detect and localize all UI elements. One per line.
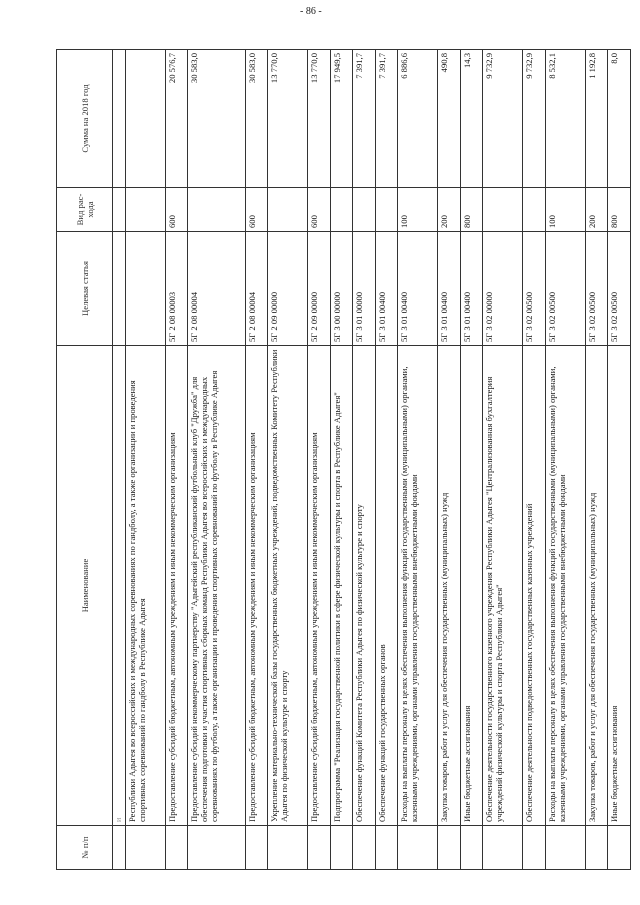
cell-kind: 100 <box>545 188 585 232</box>
cell-code: 5Г 3 02 00500 <box>545 232 585 346</box>
header-sum: Сумма на 2018 год <box>57 50 113 188</box>
rotated-table-wrapper <box>56 50 631 870</box>
cell-name: Предоставление субсидий бюджетным, автономным учреждениям и иным некоммерческим организациям <box>245 346 268 826</box>
table-row <box>545 50 585 870</box>
cell-code: 5Г 3 02 00500 <box>585 232 608 346</box>
table-row <box>330 50 353 870</box>
cell-code: 5Г 3 02 00500 <box>523 232 546 346</box>
cell-sum <box>126 50 166 188</box>
cell-code: 5Г 2 08 00004 <box>245 232 268 346</box>
mark-cell-sum <box>113 50 126 188</box>
mark-cell-name: и <box>113 346 126 826</box>
cell-kind: 200 <box>438 188 461 232</box>
cell-sum: 9 732,9 <box>483 50 523 188</box>
cell-code: 5Г 3 02 00000 <box>483 232 523 346</box>
cell-kind: 800 <box>608 188 631 232</box>
cell-code: 5Г 2 09 00000 <box>308 232 331 346</box>
table-row <box>126 50 166 870</box>
cell-name: Предоставление субсидий бюджетным, автономным учреждениям и иным некоммерческим организациям <box>165 346 188 826</box>
cell-no <box>353 826 376 870</box>
cell-code <box>126 232 166 346</box>
cell-sum: 17 949,5 <box>330 50 353 188</box>
cell-kind <box>353 188 376 232</box>
cell-sum: 8 532,1 <box>545 50 585 188</box>
cell-sum: 8,0 <box>608 50 631 188</box>
cell-code: 5Г 3 00 00000 <box>330 232 353 346</box>
cell-name: Обеспечение деятельности подведомственных государственных казенных учреждений <box>523 346 546 826</box>
cell-sum: 490,8 <box>438 50 461 188</box>
table-row <box>165 50 188 870</box>
cell-kind <box>483 188 523 232</box>
table-row <box>268 50 308 870</box>
mark-cell-code <box>113 232 126 346</box>
cell-code: 5Г 2 09 00000 <box>268 232 308 346</box>
cell-code: 5Г 3 01 00400 <box>398 232 438 346</box>
cell-name: Иные бюджетные ассигнования <box>460 346 483 826</box>
table-header-row <box>57 50 113 870</box>
cell-code: 5Г 2 08 00004 <box>188 232 245 346</box>
cell-no <box>438 826 461 870</box>
cell-no <box>460 826 483 870</box>
mark-cell-kind <box>113 188 126 232</box>
cell-kind: 200 <box>585 188 608 232</box>
cell-sum: 20 576,7 <box>165 50 188 188</box>
table-row <box>353 50 376 870</box>
cell-no <box>188 826 245 870</box>
cell-sum: 30 583,0 <box>245 50 268 188</box>
cell-name: Закупка товаров, работ и услуг для обеспечения государственных (муниципальных) нужд <box>438 346 461 826</box>
cell-sum: 7 391,7 <box>375 50 398 188</box>
cell-name: Предоставление субсидий некоммерческому партнерству "Адыгейский республиканский футбольный клуб "Дружба" для обеспечения подготовки и участия спортивных сборных команд Республики Адыгея во всероссийских и международных соревнованиях по футболу, а также организации и проведения спортивных соревнований по футболу в Республике Адыгея <box>188 346 245 826</box>
cell-code: 5Г 3 01 00400 <box>460 232 483 346</box>
cell-kind: 600 <box>245 188 268 232</box>
cell-name: Обеспечение деятельности государственного казенного учреждения Республики Адыгея "Централизованная бухгалтерия учреждений физической культуры и спорта Республики Адыгея" <box>483 346 523 826</box>
cell-sum: 14,3 <box>460 50 483 188</box>
table-row <box>585 50 608 870</box>
table-row <box>438 50 461 870</box>
cell-code: 5Г 3 01 00400 <box>438 232 461 346</box>
column-number-row <box>113 50 126 870</box>
cell-sum: 9 732,9 <box>523 50 546 188</box>
table-row <box>483 50 523 870</box>
cell-code: 5Г 3 02 00500 <box>608 232 631 346</box>
cell-kind <box>188 188 245 232</box>
cell-sum: 6 886,6 <box>398 50 438 188</box>
table-row <box>188 50 245 870</box>
cell-kind <box>126 188 166 232</box>
cell-name: Иные бюджетные ассигнования <box>608 346 631 826</box>
cell-no <box>398 826 438 870</box>
cell-no <box>245 826 268 870</box>
cell-name: Расходы на выплаты персоналу в целях обеспечения выполнения функций государственными (муниципальными) органами, казенными учреждениями, органами управления государственными внебюджетными фондами <box>545 346 585 826</box>
page-number: - 86 - <box>300 6 322 17</box>
cell-code: 5Г 2 08 00003 <box>165 232 188 346</box>
cell-no <box>483 826 523 870</box>
cell-kind: 100 <box>398 188 438 232</box>
cell-name: Расходы на выплаты персоналу в целях обеспечения выполнения функций государственными (муниципальными) органами, казенными учреждениями, органами управления государственными внебюджетными фондами <box>398 346 438 826</box>
cell-kind <box>375 188 398 232</box>
cell-no <box>545 826 585 870</box>
table-row <box>398 50 438 870</box>
cell-no <box>126 826 166 870</box>
cell-no <box>268 826 308 870</box>
table-row <box>375 50 398 870</box>
table-row <box>523 50 546 870</box>
table-row <box>608 50 631 870</box>
cell-name: Обеспечение функций государственных органов <box>375 346 398 826</box>
header-code: Целевая статья <box>57 232 113 346</box>
cell-kind <box>330 188 353 232</box>
cell-sum: 30 583,0 <box>188 50 245 188</box>
cell-no <box>523 826 546 870</box>
cell-kind: 600 <box>308 188 331 232</box>
cell-no <box>165 826 188 870</box>
cell-no <box>375 826 398 870</box>
cell-name: Обеспечение функций Комитета Республики Адыгея по физической культуре и спорту <box>353 346 376 826</box>
cell-name: Подпрограмма "Реализация государственной политики в сфере физической культуры и спорта в Республике Адыгея" <box>330 346 353 826</box>
cell-name: Укрепление материально-технической базы государственных бюджетных учреждений, подведомственных Комитету Республики Адыгея по физической культуре и спорту <box>268 346 308 826</box>
cell-kind: 800 <box>460 188 483 232</box>
cell-code: 5Г 3 01 00400 <box>375 232 398 346</box>
cell-kind <box>268 188 308 232</box>
cell-sum: 1 192,8 <box>585 50 608 188</box>
table-row <box>460 50 483 870</box>
cell-no <box>608 826 631 870</box>
cell-code: 5Г 3 01 00000 <box>353 232 376 346</box>
cell-sum: 13 770,0 <box>308 50 331 188</box>
header-name: Наименование <box>57 346 113 826</box>
cell-sum: 13 770,0 <box>268 50 308 188</box>
cell-kind <box>523 188 546 232</box>
cell-kind: 600 <box>165 188 188 232</box>
table-row <box>245 50 268 870</box>
cell-no <box>308 826 331 870</box>
header-kind: Вид рас-хода <box>57 188 113 232</box>
header-no: № п/п <box>57 826 113 870</box>
cell-name: Предоставление субсидий бюджетным, автономным учреждениям и иным некоммерческим организациям <box>308 346 331 826</box>
cell-name: Республики Адыгея во всероссийских и международных соревнованиях по гандболу, а также организации и проведения спортивных соревнований по гандболу в Республике Адыгея <box>126 346 166 826</box>
cell-sum: 7 391,7 <box>353 50 376 188</box>
cell-no <box>330 826 353 870</box>
table-row <box>308 50 331 870</box>
cell-no <box>585 826 608 870</box>
cell-name: Закупка товаров, работ и услуг для обеспечения государственных (муниципальных) нужд <box>585 346 608 826</box>
mark-cell-no <box>113 826 126 870</box>
budget-table <box>56 49 631 870</box>
